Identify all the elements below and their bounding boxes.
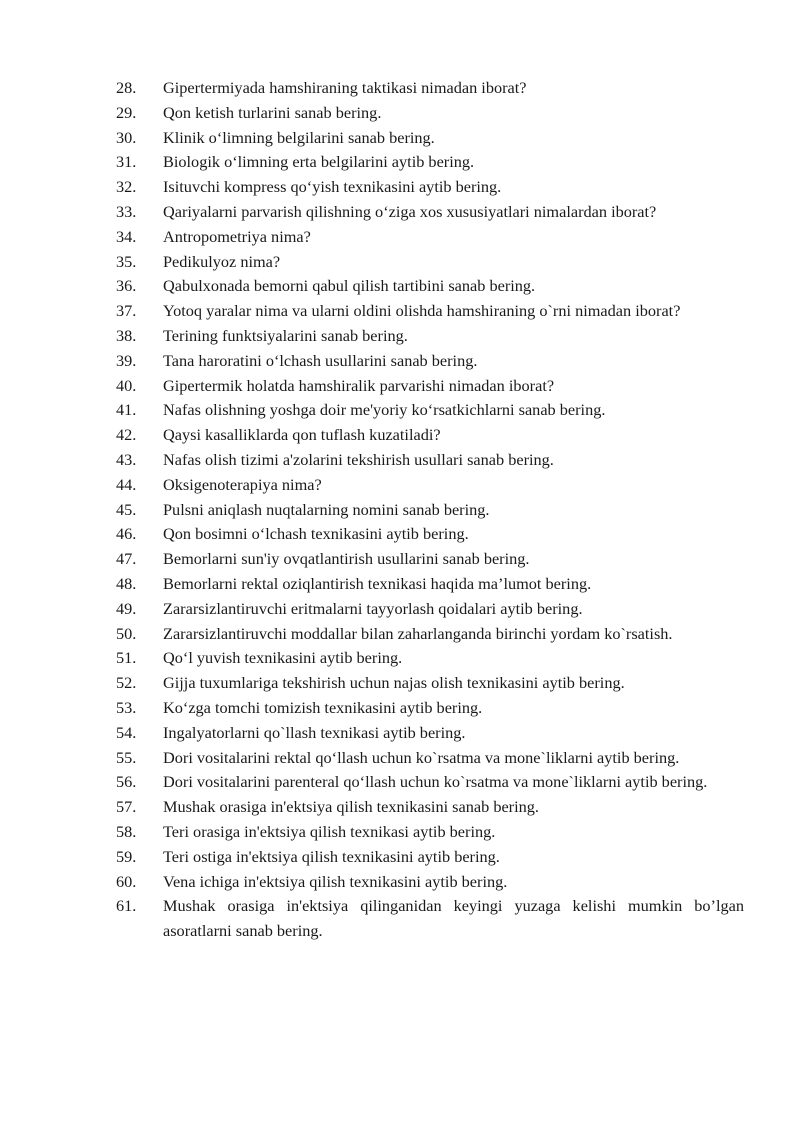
question-number: 46. [116,524,137,544]
question-number: 48. [116,573,137,593]
question-text: Vena ichiga in'ektsiya qilish texnikasini aytib bering. [163,871,508,891]
question-item [116,721,744,746]
question-text: Pedikulyoz nima? [163,251,281,271]
question-item [116,200,744,225]
question-text: Isituvchi kompress qo‘yish texnikasini aytib bering. [163,177,502,197]
question-text: Tana haroratini o‘lchash usullarini sanab bering. [163,350,478,370]
question-item [116,374,744,399]
question-number: 41. [116,400,137,420]
question-number: 60. [116,871,137,891]
question-item [116,448,744,473]
question-number: 33. [116,201,137,221]
question-text: Mushak orasiga in'ektsiya qilish texnikasini sanab bering. [163,797,539,817]
question-item [116,423,744,448]
question-number: 54. [116,722,137,742]
question-item [116,845,744,870]
question-text: Bemorlarni rektal oziqlantirish texnikasi haqida ma’lumot bering. [163,573,592,593]
question-item [116,175,744,200]
question-number: 31. [116,152,137,172]
question-item [116,597,744,622]
question-item [116,622,744,647]
question-number: 49. [116,598,137,618]
question-number: 35. [116,251,137,271]
question-item [116,150,744,175]
question-item [116,820,744,845]
question-text: Gipertermik holatda hamshiralik parvarishi nimadan iborat? [163,375,555,395]
question-number: 30. [116,127,137,147]
question-text: Qo‘l yuvish texnikasini aytib bering. [163,648,403,668]
question-item [116,349,744,374]
question-item [116,870,744,895]
question-item [116,324,744,349]
question-text: Biologik o‘limning erta belgilarini aytib bering. [163,152,475,172]
question-text: Qabulxonada bemorni qabul qilish tartibini sanab bering. [163,276,536,296]
question-item [116,547,744,572]
question-item [116,274,744,299]
question-number: 50. [116,623,137,643]
question-number: 56. [116,772,137,792]
question-item [116,299,744,324]
question-text: Teri ostiga in'ektsiya qilish texnikasini aytib bering. [163,846,500,866]
question-item [116,76,744,101]
question-item [116,572,744,597]
question-item [116,696,744,721]
question-text: Gijja tuxumlariga tekshirish uchun najas olish texnikasini aytib bering. [163,673,625,693]
question-item [116,646,744,671]
question-item [116,225,744,250]
question-number: 44. [116,474,137,494]
question-number: 45. [116,499,137,519]
question-text: Oksigenoterapiya nima? [163,474,322,494]
question-item [116,522,744,547]
question-number: 47. [116,549,137,569]
question-text: Yotoq yaralar nima va ularni oldini olishda hamshiraning o`rni nimadan iborat? [163,301,681,321]
question-text: Ko‘zga tomchi tomizish texnikasini aytib bering. [163,697,483,717]
question-item [116,795,744,820]
question-number: 40. [116,375,137,395]
question-text: Ingalyatorlarni qo`llash texnikasi aytib bering. [163,722,466,742]
question-item [116,498,744,523]
question-number: 53. [116,697,137,717]
question-number: 39. [116,350,137,370]
question-number: 37. [116,301,137,321]
question-number: 29. [116,102,137,122]
question-text: Dori vositalarini parenteral qo‘llash uchun ko`rsatma va mone`liklarni aytib bering. [163,772,708,792]
question-number: 57. [116,797,137,817]
question-number: 59. [116,846,137,866]
question-number: 32. [116,177,137,197]
question-text: Zararsizlantiruvchi eritmalarni tayyorlash qoidalari aytib bering. [163,598,583,618]
question-item [116,770,744,795]
question-text: Mushak orasiga in'ektsiya qilinganidan keyingi yuzaga kelishi mumkin bo’lgan asoratlarni sanab bering. [163,896,744,941]
question-list [116,76,744,944]
question-item [116,894,744,944]
question-number: 43. [116,449,137,469]
question-number: 38. [116,325,137,345]
question-item [116,398,744,423]
question-number: 52. [116,673,137,693]
question-text: Nafas olishning yoshga doir me'yoriy ko‘rsatkichlarni sanab bering. [163,400,606,420]
question-number: 55. [116,747,137,767]
question-text: Zararsizlantiruvchi moddallar bilan zaharlanganda birinchi yordam ko`rsatish. [163,623,673,643]
question-item [116,101,744,126]
question-item [116,746,744,771]
question-text: Terining funktsiyalarini sanab bering. [163,325,408,345]
question-text: Antropometriya nima? [163,226,311,246]
question-item [116,250,744,275]
question-text: Pulsni aniqlash nuqtalarning nomini sanab bering. [163,499,490,519]
question-text: Nafas olish tizimi a'zolarini tekshirish usullari sanab bering. [163,449,554,469]
question-text: Qon ketish turlarini sanab bering. [163,102,382,122]
question-text: Qariyalarni parvarish qilishning o‘ziga xos xususiyatlari nimalardan iborat? [163,201,657,221]
question-number: 28. [116,78,137,97]
question-text: Bemorlarni sun'iy ovqatlantirish usullarini sanab bering. [163,549,530,569]
question-text: Klinik o‘limning belgilarini sanab bering. [163,127,435,147]
question-text: Qon bosimni o‘lchash texnikasini aytib bering. [163,524,469,544]
question-number: 58. [116,821,137,841]
question-number: 36. [116,276,137,296]
question-item [116,126,744,151]
question-item [116,473,744,498]
question-number: 51. [116,648,137,668]
question-number: 61. [116,896,137,916]
question-text: Dori vositalarini rektal qo‘llash uchun ko`rsatma va mone`liklarni aytib bering. [163,747,680,767]
question-text: Gipertermiyada hamshiraning taktikasi nimadan iborat? [163,78,527,97]
question-item [116,671,744,696]
question-number: 42. [116,425,137,445]
question-text: Qaysi kasalliklarda qon tuflash kuzatiladi? [163,425,441,445]
question-number: 34. [116,226,137,246]
question-text: Teri orasiga in'ektsiya qilish texnikasi aytib bering. [163,821,496,841]
